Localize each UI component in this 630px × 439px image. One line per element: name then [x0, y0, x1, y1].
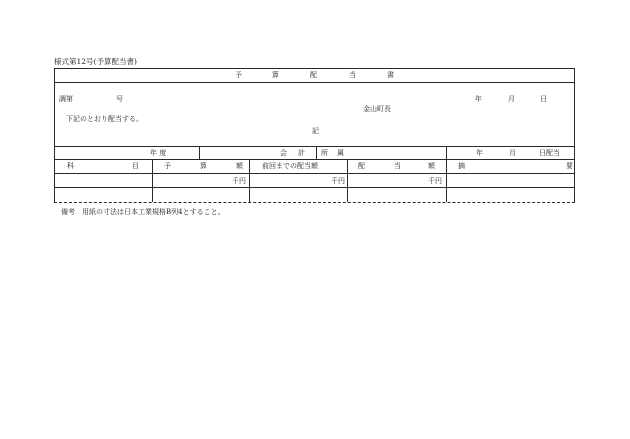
col-yosangaku: 算	[200, 162, 207, 170]
header-bottom-divider	[54, 146, 575, 147]
header-date-year: 年	[475, 95, 482, 103]
ki-label: 記	[312, 127, 319, 135]
row1-date-suffix: 日配当	[539, 149, 560, 157]
row1-divider	[316, 146, 317, 159]
col-haitougaku: 額	[428, 162, 435, 170]
col-tekiyou: 摘	[458, 162, 465, 170]
col-haitougaku: 当	[394, 162, 401, 170]
row1-date-month: 月	[509, 149, 516, 157]
col-haitougaku: 配	[358, 162, 365, 170]
row1-divider	[446, 146, 447, 159]
title-divider	[54, 82, 575, 83]
table-bottom-edge	[54, 202, 575, 203]
row1-date-year: 年	[476, 149, 483, 157]
form-frame	[54, 68, 575, 202]
reference-prefix: 調第	[59, 95, 73, 103]
row1-divider	[199, 146, 200, 159]
col-kamoku: 目	[132, 162, 139, 170]
unit-haitou: 千円	[428, 177, 442, 185]
title-char: 予	[235, 71, 242, 79]
fiscal-year-label: 年 度	[150, 149, 167, 157]
col-yosangaku: 予	[164, 162, 171, 170]
kaikei-char: 計	[298, 149, 305, 157]
issuer: 金山町長	[363, 105, 391, 113]
title-char: 配	[310, 71, 317, 79]
unit-yosan: 千円	[232, 177, 246, 185]
column-divider	[152, 159, 153, 202]
column-divider	[249, 159, 250, 202]
header-date-day: 日	[540, 95, 547, 103]
col-tekiyou: 要	[566, 162, 573, 170]
shozoku-char: 所	[321, 149, 328, 157]
kaikei-char: 会	[280, 149, 287, 157]
title-char: 算	[272, 71, 279, 79]
body-text: 下記のとおり配当する。	[66, 115, 143, 123]
data-row-divider	[54, 187, 575, 188]
footer-note: 備考 用紙の寸法は日本工業規格B列4とすること。	[61, 208, 225, 216]
column-header-bottom	[54, 173, 575, 174]
title-char: 当	[349, 71, 356, 79]
unit-previous: 千円	[331, 177, 345, 185]
row1-bottom	[54, 159, 575, 160]
col-kamoku: 科	[67, 162, 74, 170]
title-char: 書	[387, 71, 394, 79]
column-divider	[446, 159, 447, 202]
form-number: 様式第12号(予算配当書)	[54, 57, 137, 66]
shozoku-char: 属	[337, 149, 344, 157]
col-yosangaku: 額	[236, 162, 243, 170]
header-date-month: 月	[508, 95, 515, 103]
reference-number-label: 号	[116, 95, 123, 103]
col-previous-allocation: 前回までの配当額	[262, 162, 318, 170]
column-divider	[347, 159, 348, 202]
